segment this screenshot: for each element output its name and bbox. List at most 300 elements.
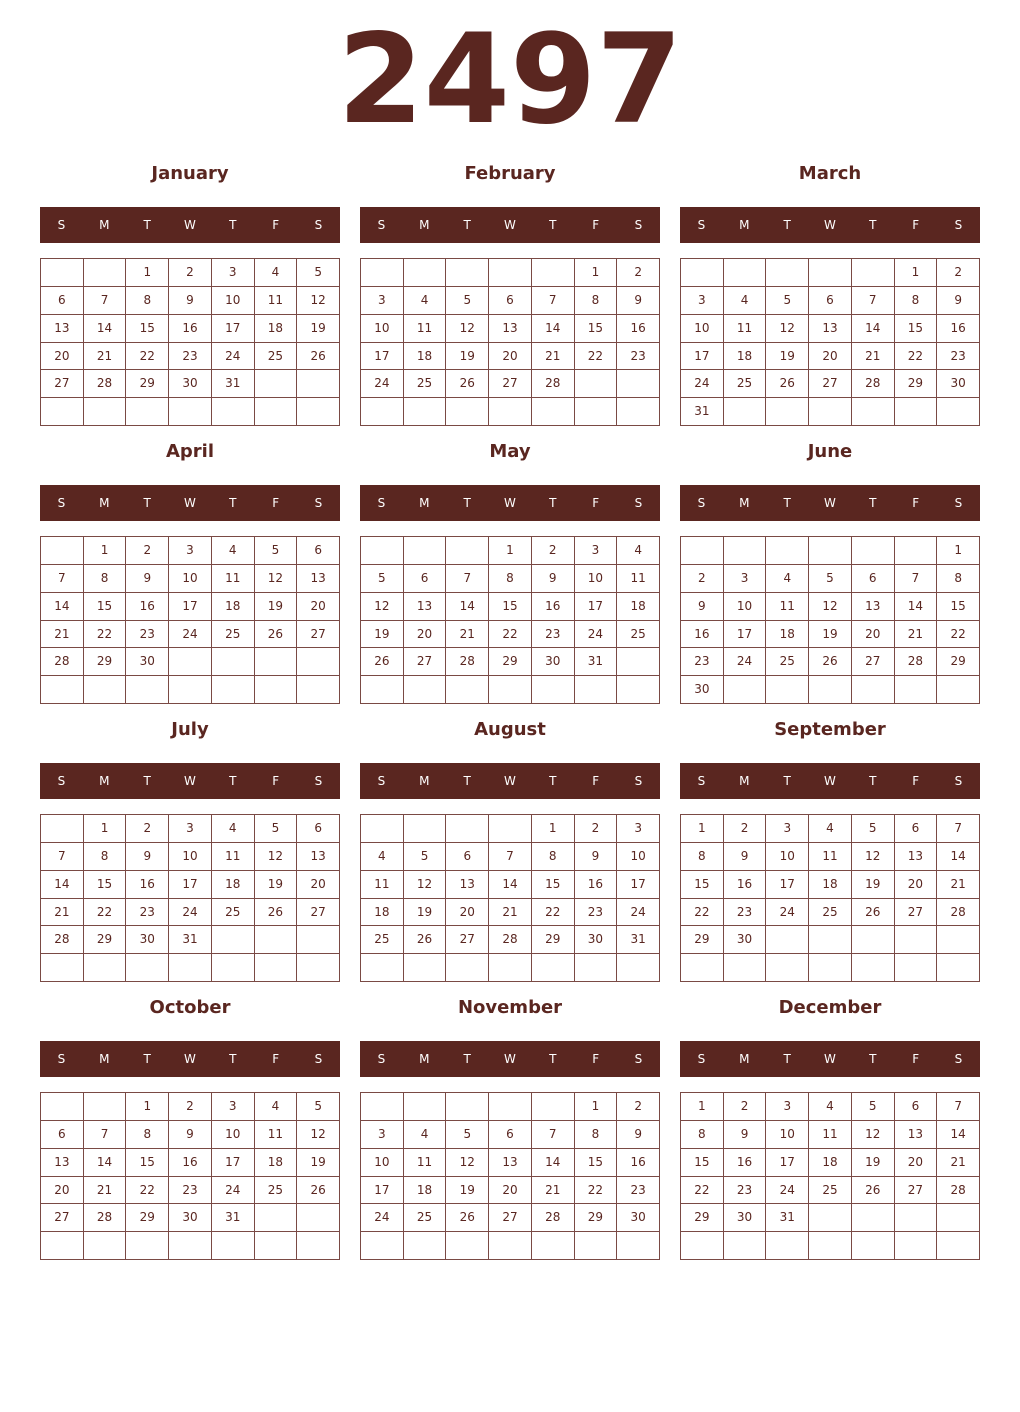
day-cell: 13 — [41, 1149, 84, 1177]
day-cell: 22 — [84, 899, 127, 927]
weekday-label: W — [824, 218, 836, 232]
day-cell: 1 — [575, 1093, 618, 1121]
day-cell: 31 — [617, 926, 660, 954]
day-cell: 7 — [852, 287, 895, 315]
day-cell: 2 — [532, 537, 575, 565]
day-cell: 7 — [937, 1093, 980, 1121]
day-cell — [41, 676, 84, 704]
day-cell: 4 — [404, 1121, 447, 1149]
weekday-label: W — [184, 774, 196, 788]
day-cell: 1 — [532, 815, 575, 843]
day-cell: 18 — [255, 315, 298, 343]
day-cell — [255, 1204, 298, 1232]
day-cell — [212, 648, 255, 676]
day-cell: 19 — [852, 1149, 895, 1177]
day-cell: 4 — [809, 815, 852, 843]
day-cell — [297, 676, 340, 704]
day-cell: 30 — [724, 926, 767, 954]
day-cell: 11 — [617, 565, 660, 593]
day-cell — [895, 398, 938, 426]
weekday-label: M — [419, 496, 430, 510]
day-cell: 30 — [169, 370, 212, 398]
day-cell: 2 — [724, 815, 767, 843]
weekday-label: T — [869, 496, 877, 510]
day-cell: 27 — [446, 926, 489, 954]
weekday-label: S — [634, 1052, 643, 1066]
day-cell: 18 — [212, 871, 255, 899]
day-cell: 9 — [126, 843, 169, 871]
day-cell — [532, 398, 575, 426]
day-cell: 21 — [41, 899, 84, 927]
day-cell — [766, 1232, 809, 1260]
day-cell: 25 — [766, 648, 809, 676]
day-cell: 10 — [724, 593, 767, 621]
day-cell: 3 — [169, 537, 212, 565]
day-cell: 13 — [297, 565, 340, 593]
day-cell — [724, 1232, 767, 1260]
day-cell: 31 — [212, 370, 255, 398]
day-cell: 7 — [446, 565, 489, 593]
day-cell: 1 — [681, 1093, 724, 1121]
day-cell — [575, 398, 618, 426]
day-cell — [852, 259, 895, 287]
day-cell — [297, 648, 340, 676]
day-cell: 21 — [532, 1177, 575, 1205]
weekday-header — [680, 207, 980, 243]
day-cell — [937, 926, 980, 954]
day-cell: 11 — [255, 287, 298, 315]
day-cell — [575, 676, 618, 704]
day-cell: 7 — [84, 1121, 127, 1149]
day-cell: 15 — [532, 871, 575, 899]
weekday-label: T — [783, 774, 791, 788]
weekday-label: T — [869, 1052, 877, 1066]
day-cell: 2 — [126, 815, 169, 843]
day-cell: 10 — [361, 315, 404, 343]
day-cell: 12 — [404, 871, 447, 899]
weekday-label: T — [229, 496, 237, 510]
day-cell: 5 — [766, 287, 809, 315]
day-cell: 31 — [212, 1204, 255, 1232]
month-title: January — [151, 163, 229, 184]
weekday-header — [40, 485, 340, 521]
weekday-label: S — [697, 774, 706, 788]
day-cell: 10 — [212, 1121, 255, 1149]
day-cell: 28 — [895, 648, 938, 676]
day-cell: 28 — [84, 1204, 127, 1232]
day-cell: 12 — [297, 287, 340, 315]
day-cell: 11 — [212, 565, 255, 593]
day-cell: 6 — [809, 287, 852, 315]
day-cell: 4 — [766, 565, 809, 593]
day-cell: 26 — [852, 1177, 895, 1205]
day-cell: 3 — [212, 259, 255, 287]
day-cell: 8 — [895, 287, 938, 315]
month-title: February — [464, 163, 556, 184]
weekday-label: S — [954, 1052, 963, 1066]
day-cell: 16 — [617, 315, 660, 343]
day-cell: 23 — [532, 621, 575, 649]
day-grid — [360, 536, 660, 704]
day-cell: 21 — [489, 899, 532, 927]
day-grid — [680, 1092, 980, 1260]
day-cell — [41, 1093, 84, 1121]
day-cell: 23 — [126, 621, 169, 649]
day-cell — [41, 1232, 84, 1260]
weekday-label: T — [463, 218, 471, 232]
day-cell: 23 — [126, 899, 169, 927]
day-cell: 9 — [724, 1121, 767, 1149]
month-title: April — [165, 441, 215, 462]
day-cell: 13 — [489, 1149, 532, 1177]
day-cell: 17 — [169, 593, 212, 621]
day-cell: 27 — [895, 899, 938, 927]
day-cell: 2 — [169, 259, 212, 287]
day-cell: 9 — [617, 287, 660, 315]
weekday-label: S — [314, 218, 323, 232]
day-cell: 25 — [212, 621, 255, 649]
day-cell: 26 — [255, 899, 298, 927]
day-cell: 4 — [255, 1093, 298, 1121]
weekday-label: S — [377, 496, 386, 510]
day-cell: 21 — [895, 621, 938, 649]
day-cell: 29 — [84, 926, 127, 954]
day-cell: 24 — [361, 1204, 404, 1232]
weekday-label: F — [912, 1052, 920, 1066]
day-cell: 12 — [809, 593, 852, 621]
day-cell: 1 — [126, 1093, 169, 1121]
day-cell: 4 — [809, 1093, 852, 1121]
day-cell: 1 — [84, 537, 127, 565]
day-grid — [40, 814, 340, 982]
day-cell: 4 — [212, 815, 255, 843]
weekday-label: S — [377, 774, 386, 788]
day-cell: 16 — [126, 871, 169, 899]
day-cell: 16 — [937, 315, 980, 343]
weekday-label: M — [739, 774, 750, 788]
day-cell — [297, 926, 340, 954]
day-cell — [895, 537, 938, 565]
day-cell — [766, 398, 809, 426]
day-cell — [212, 954, 255, 982]
day-cell: 31 — [681, 398, 724, 426]
day-cell — [809, 954, 852, 982]
day-cell: 27 — [809, 370, 852, 398]
day-cell — [489, 676, 532, 704]
day-cell — [532, 954, 575, 982]
day-cell: 18 — [809, 871, 852, 899]
day-cell — [489, 815, 532, 843]
day-cell: 8 — [532, 843, 575, 871]
day-cell: 24 — [169, 621, 212, 649]
day-cell: 6 — [41, 1121, 84, 1149]
day-cell: 11 — [404, 315, 447, 343]
day-cell: 24 — [212, 343, 255, 371]
day-cell: 4 — [361, 843, 404, 871]
day-cell: 17 — [169, 871, 212, 899]
day-cell: 22 — [895, 343, 938, 371]
day-cell — [212, 926, 255, 954]
weekday-label: S — [634, 774, 643, 788]
weekday-label: T — [549, 496, 557, 510]
day-cell: 12 — [446, 1149, 489, 1177]
day-cell: 11 — [404, 1149, 447, 1177]
day-cell: 11 — [255, 1121, 298, 1149]
day-cell: 9 — [532, 565, 575, 593]
day-cell: 29 — [681, 926, 724, 954]
day-cell: 28 — [489, 926, 532, 954]
day-cell: 18 — [212, 593, 255, 621]
weekday-label: W — [504, 1052, 516, 1066]
day-cell — [169, 648, 212, 676]
day-cell: 19 — [809, 621, 852, 649]
day-cell: 6 — [446, 843, 489, 871]
day-cell — [446, 1232, 489, 1260]
day-cell: 3 — [681, 287, 724, 315]
day-cell: 12 — [255, 843, 298, 871]
day-cell — [895, 1232, 938, 1260]
weekday-label: T — [463, 774, 471, 788]
day-cell — [361, 537, 404, 565]
day-cell — [489, 1232, 532, 1260]
day-cell: 22 — [575, 343, 618, 371]
day-cell: 16 — [724, 1149, 767, 1177]
day-cell: 20 — [297, 593, 340, 621]
day-cell: 8 — [126, 1121, 169, 1149]
day-cell: 15 — [681, 871, 724, 899]
day-cell: 13 — [809, 315, 852, 343]
year-title: 2497 — [337, 8, 683, 152]
day-cell: 20 — [489, 1177, 532, 1205]
day-grid — [680, 814, 980, 982]
day-cell: 15 — [937, 593, 980, 621]
day-cell: 9 — [126, 565, 169, 593]
day-cell — [361, 954, 404, 982]
weekday-label: M — [99, 1052, 110, 1066]
weekday-label: F — [272, 496, 280, 510]
day-cell: 26 — [852, 899, 895, 927]
day-cell: 21 — [84, 1177, 127, 1205]
weekday-label: T — [783, 1052, 791, 1066]
day-cell: 27 — [297, 621, 340, 649]
day-cell: 19 — [361, 621, 404, 649]
day-cell: 21 — [84, 343, 127, 371]
day-cell: 9 — [617, 1121, 660, 1149]
day-cell — [809, 1232, 852, 1260]
day-cell — [404, 954, 447, 982]
day-cell: 5 — [404, 843, 447, 871]
day-cell: 17 — [361, 343, 404, 371]
weekday-label: S — [314, 774, 323, 788]
day-cell: 3 — [617, 815, 660, 843]
weekday-label: F — [272, 1052, 280, 1066]
weekday-header — [360, 1041, 660, 1077]
weekday-label: F — [912, 218, 920, 232]
day-cell — [41, 259, 84, 287]
month-title: December — [778, 997, 882, 1018]
day-cell: 17 — [361, 1177, 404, 1205]
day-grid — [40, 1092, 340, 1260]
day-cell: 14 — [489, 871, 532, 899]
day-cell — [809, 398, 852, 426]
day-cell: 3 — [575, 537, 618, 565]
weekday-label: T — [463, 496, 471, 510]
day-cell — [212, 1232, 255, 1260]
day-cell — [766, 954, 809, 982]
day-cell: 9 — [575, 843, 618, 871]
weekday-label: S — [57, 1052, 66, 1066]
day-cell — [895, 954, 938, 982]
day-cell — [724, 259, 767, 287]
day-cell — [532, 1093, 575, 1121]
day-cell: 22 — [489, 621, 532, 649]
day-cell: 27 — [41, 370, 84, 398]
day-cell — [681, 537, 724, 565]
weekday-label: F — [592, 1052, 600, 1066]
day-cell — [255, 926, 298, 954]
day-cell — [681, 1232, 724, 1260]
weekday-label: W — [824, 1052, 836, 1066]
day-cell: 8 — [126, 287, 169, 315]
day-cell: 14 — [532, 315, 575, 343]
day-cell: 27 — [852, 648, 895, 676]
day-cell: 14 — [446, 593, 489, 621]
weekday-label: M — [419, 218, 430, 232]
day-cell: 10 — [169, 843, 212, 871]
day-cell: 25 — [404, 370, 447, 398]
day-cell: 22 — [575, 1177, 618, 1205]
weekday-header — [360, 485, 660, 521]
day-cell: 30 — [532, 648, 575, 676]
day-cell — [852, 1204, 895, 1232]
day-cell: 26 — [446, 1204, 489, 1232]
day-cell — [937, 1232, 980, 1260]
day-cell — [126, 398, 169, 426]
weekday-label: M — [739, 1052, 750, 1066]
day-cell — [446, 398, 489, 426]
day-cell: 23 — [575, 899, 618, 927]
day-cell — [169, 398, 212, 426]
day-cell — [766, 537, 809, 565]
day-cell: 24 — [169, 899, 212, 927]
weekday-label: T — [783, 496, 791, 510]
day-cell: 9 — [681, 593, 724, 621]
day-cell — [489, 259, 532, 287]
day-cell — [41, 398, 84, 426]
day-cell: 29 — [84, 648, 127, 676]
day-cell — [404, 815, 447, 843]
day-cell: 23 — [169, 1177, 212, 1205]
weekday-label: S — [314, 1052, 323, 1066]
weekday-label: M — [99, 774, 110, 788]
day-cell: 8 — [84, 565, 127, 593]
day-cell: 25 — [724, 370, 767, 398]
weekday-label: M — [99, 218, 110, 232]
day-cell: 10 — [766, 1121, 809, 1149]
day-cell — [724, 537, 767, 565]
day-grid — [360, 1092, 660, 1260]
day-cell — [446, 259, 489, 287]
day-cell: 2 — [617, 1093, 660, 1121]
day-cell — [297, 398, 340, 426]
day-cell — [126, 954, 169, 982]
day-cell — [255, 370, 298, 398]
day-cell: 24 — [617, 899, 660, 927]
weekday-label: S — [954, 496, 963, 510]
day-cell: 1 — [895, 259, 938, 287]
day-cell: 19 — [766, 343, 809, 371]
weekday-label: S — [697, 1052, 706, 1066]
weekday-label: M — [739, 218, 750, 232]
day-cell: 26 — [255, 621, 298, 649]
day-cell: 6 — [489, 1121, 532, 1149]
day-cell — [126, 1232, 169, 1260]
weekday-label: T — [869, 218, 877, 232]
day-cell: 23 — [169, 343, 212, 371]
day-cell — [84, 1232, 127, 1260]
weekday-header — [40, 207, 340, 243]
day-cell: 23 — [937, 343, 980, 371]
day-cell: 1 — [84, 815, 127, 843]
day-cell: 12 — [255, 565, 298, 593]
day-cell: 15 — [681, 1149, 724, 1177]
day-cell — [446, 954, 489, 982]
day-cell: 12 — [446, 315, 489, 343]
day-cell — [361, 676, 404, 704]
day-cell: 6 — [404, 565, 447, 593]
day-cell — [446, 815, 489, 843]
day-cell — [212, 398, 255, 426]
day-cell — [297, 370, 340, 398]
day-cell: 13 — [297, 843, 340, 871]
day-cell: 6 — [41, 287, 84, 315]
day-cell: 22 — [681, 1177, 724, 1205]
day-cell — [446, 676, 489, 704]
weekday-label: F — [912, 496, 920, 510]
day-cell — [532, 1232, 575, 1260]
day-cell: 7 — [489, 843, 532, 871]
day-cell: 27 — [41, 1204, 84, 1232]
day-cell: 26 — [809, 648, 852, 676]
day-cell — [297, 1204, 340, 1232]
weekday-label: S — [377, 218, 386, 232]
day-cell: 2 — [724, 1093, 767, 1121]
day-cell: 26 — [297, 1177, 340, 1205]
weekday-label: T — [549, 1052, 557, 1066]
day-cell — [852, 398, 895, 426]
day-cell: 21 — [41, 621, 84, 649]
day-cell: 15 — [489, 593, 532, 621]
weekday-header — [40, 763, 340, 799]
weekday-label: T — [229, 1052, 237, 1066]
day-cell — [446, 1093, 489, 1121]
day-cell: 5 — [852, 815, 895, 843]
weekday-label: M — [739, 496, 750, 510]
day-cell: 10 — [617, 843, 660, 871]
day-cell: 3 — [169, 815, 212, 843]
day-cell: 19 — [255, 593, 298, 621]
day-cell: 18 — [766, 621, 809, 649]
day-cell — [361, 259, 404, 287]
day-cell — [937, 676, 980, 704]
day-cell: 19 — [297, 1149, 340, 1177]
day-cell: 12 — [297, 1121, 340, 1149]
day-cell: 28 — [532, 370, 575, 398]
day-cell: 6 — [895, 815, 938, 843]
weekday-label: W — [504, 774, 516, 788]
day-cell: 3 — [724, 565, 767, 593]
weekday-label: T — [549, 218, 557, 232]
